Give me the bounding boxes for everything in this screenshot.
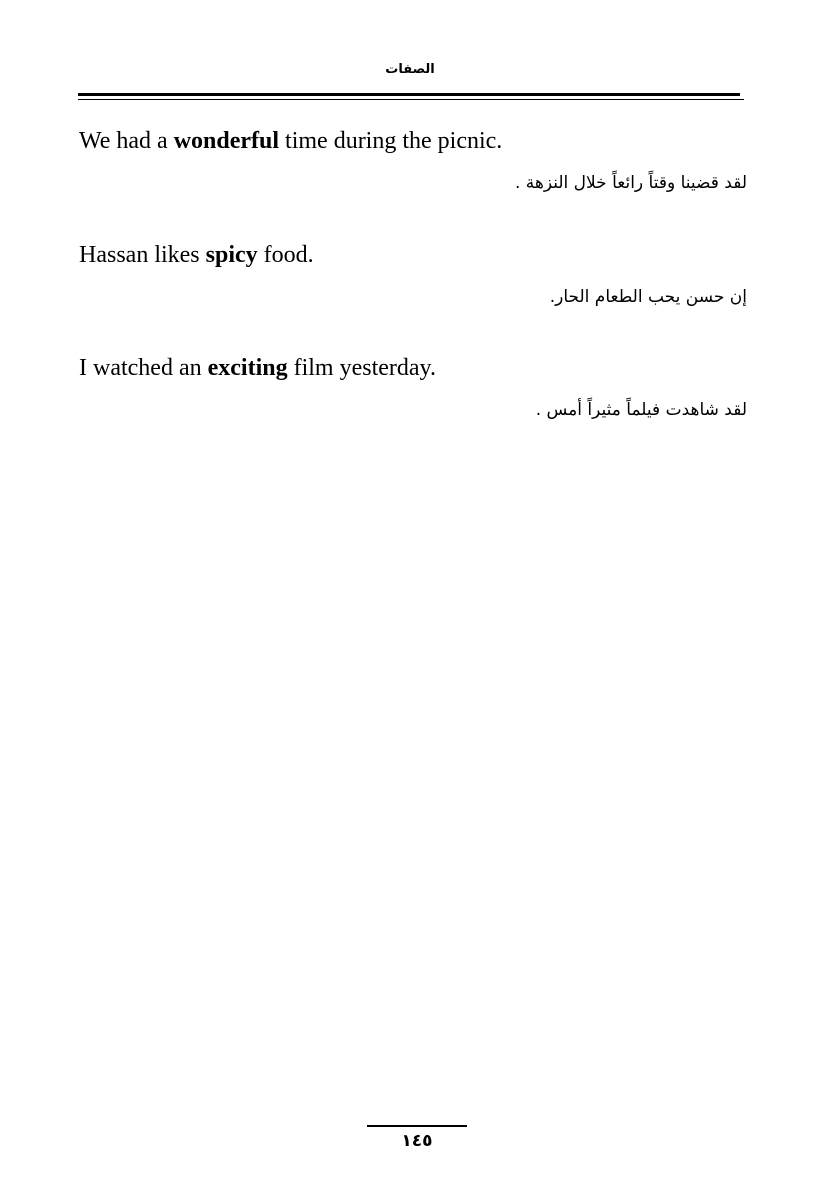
- arabic-translation: إن حسن يحب الطعام الحار.: [549, 287, 747, 307]
- arabic-translation: لقد قضينا وقتاً رائعاً خلال النزهة .: [514, 173, 747, 193]
- adjective-bold: wonderful: [173, 128, 280, 154]
- english-sentence: I watched an exciting film yesterday.: [79, 355, 436, 381]
- page-number: ١٤٥: [401, 1131, 433, 1151]
- adjective-bold: spicy: [205, 242, 258, 268]
- english-sentence: We had a wonderful time during the picnic.: [79, 128, 503, 154]
- header-rule-thin: [78, 99, 744, 100]
- adjective-bold: exciting: [207, 355, 288, 381]
- example-3: [79, 353, 747, 425]
- running-title: الصفات: [385, 62, 435, 77]
- example-1: [79, 126, 747, 198]
- header-rule-thick: [78, 93, 740, 96]
- arabic-translation: لقد شاهدت فيلماً مثيراً أمس .: [535, 400, 747, 420]
- example-2: [79, 240, 747, 312]
- english-sentence: Hassan likes spicy food.: [79, 242, 314, 268]
- footer-rule: [367, 1125, 467, 1127]
